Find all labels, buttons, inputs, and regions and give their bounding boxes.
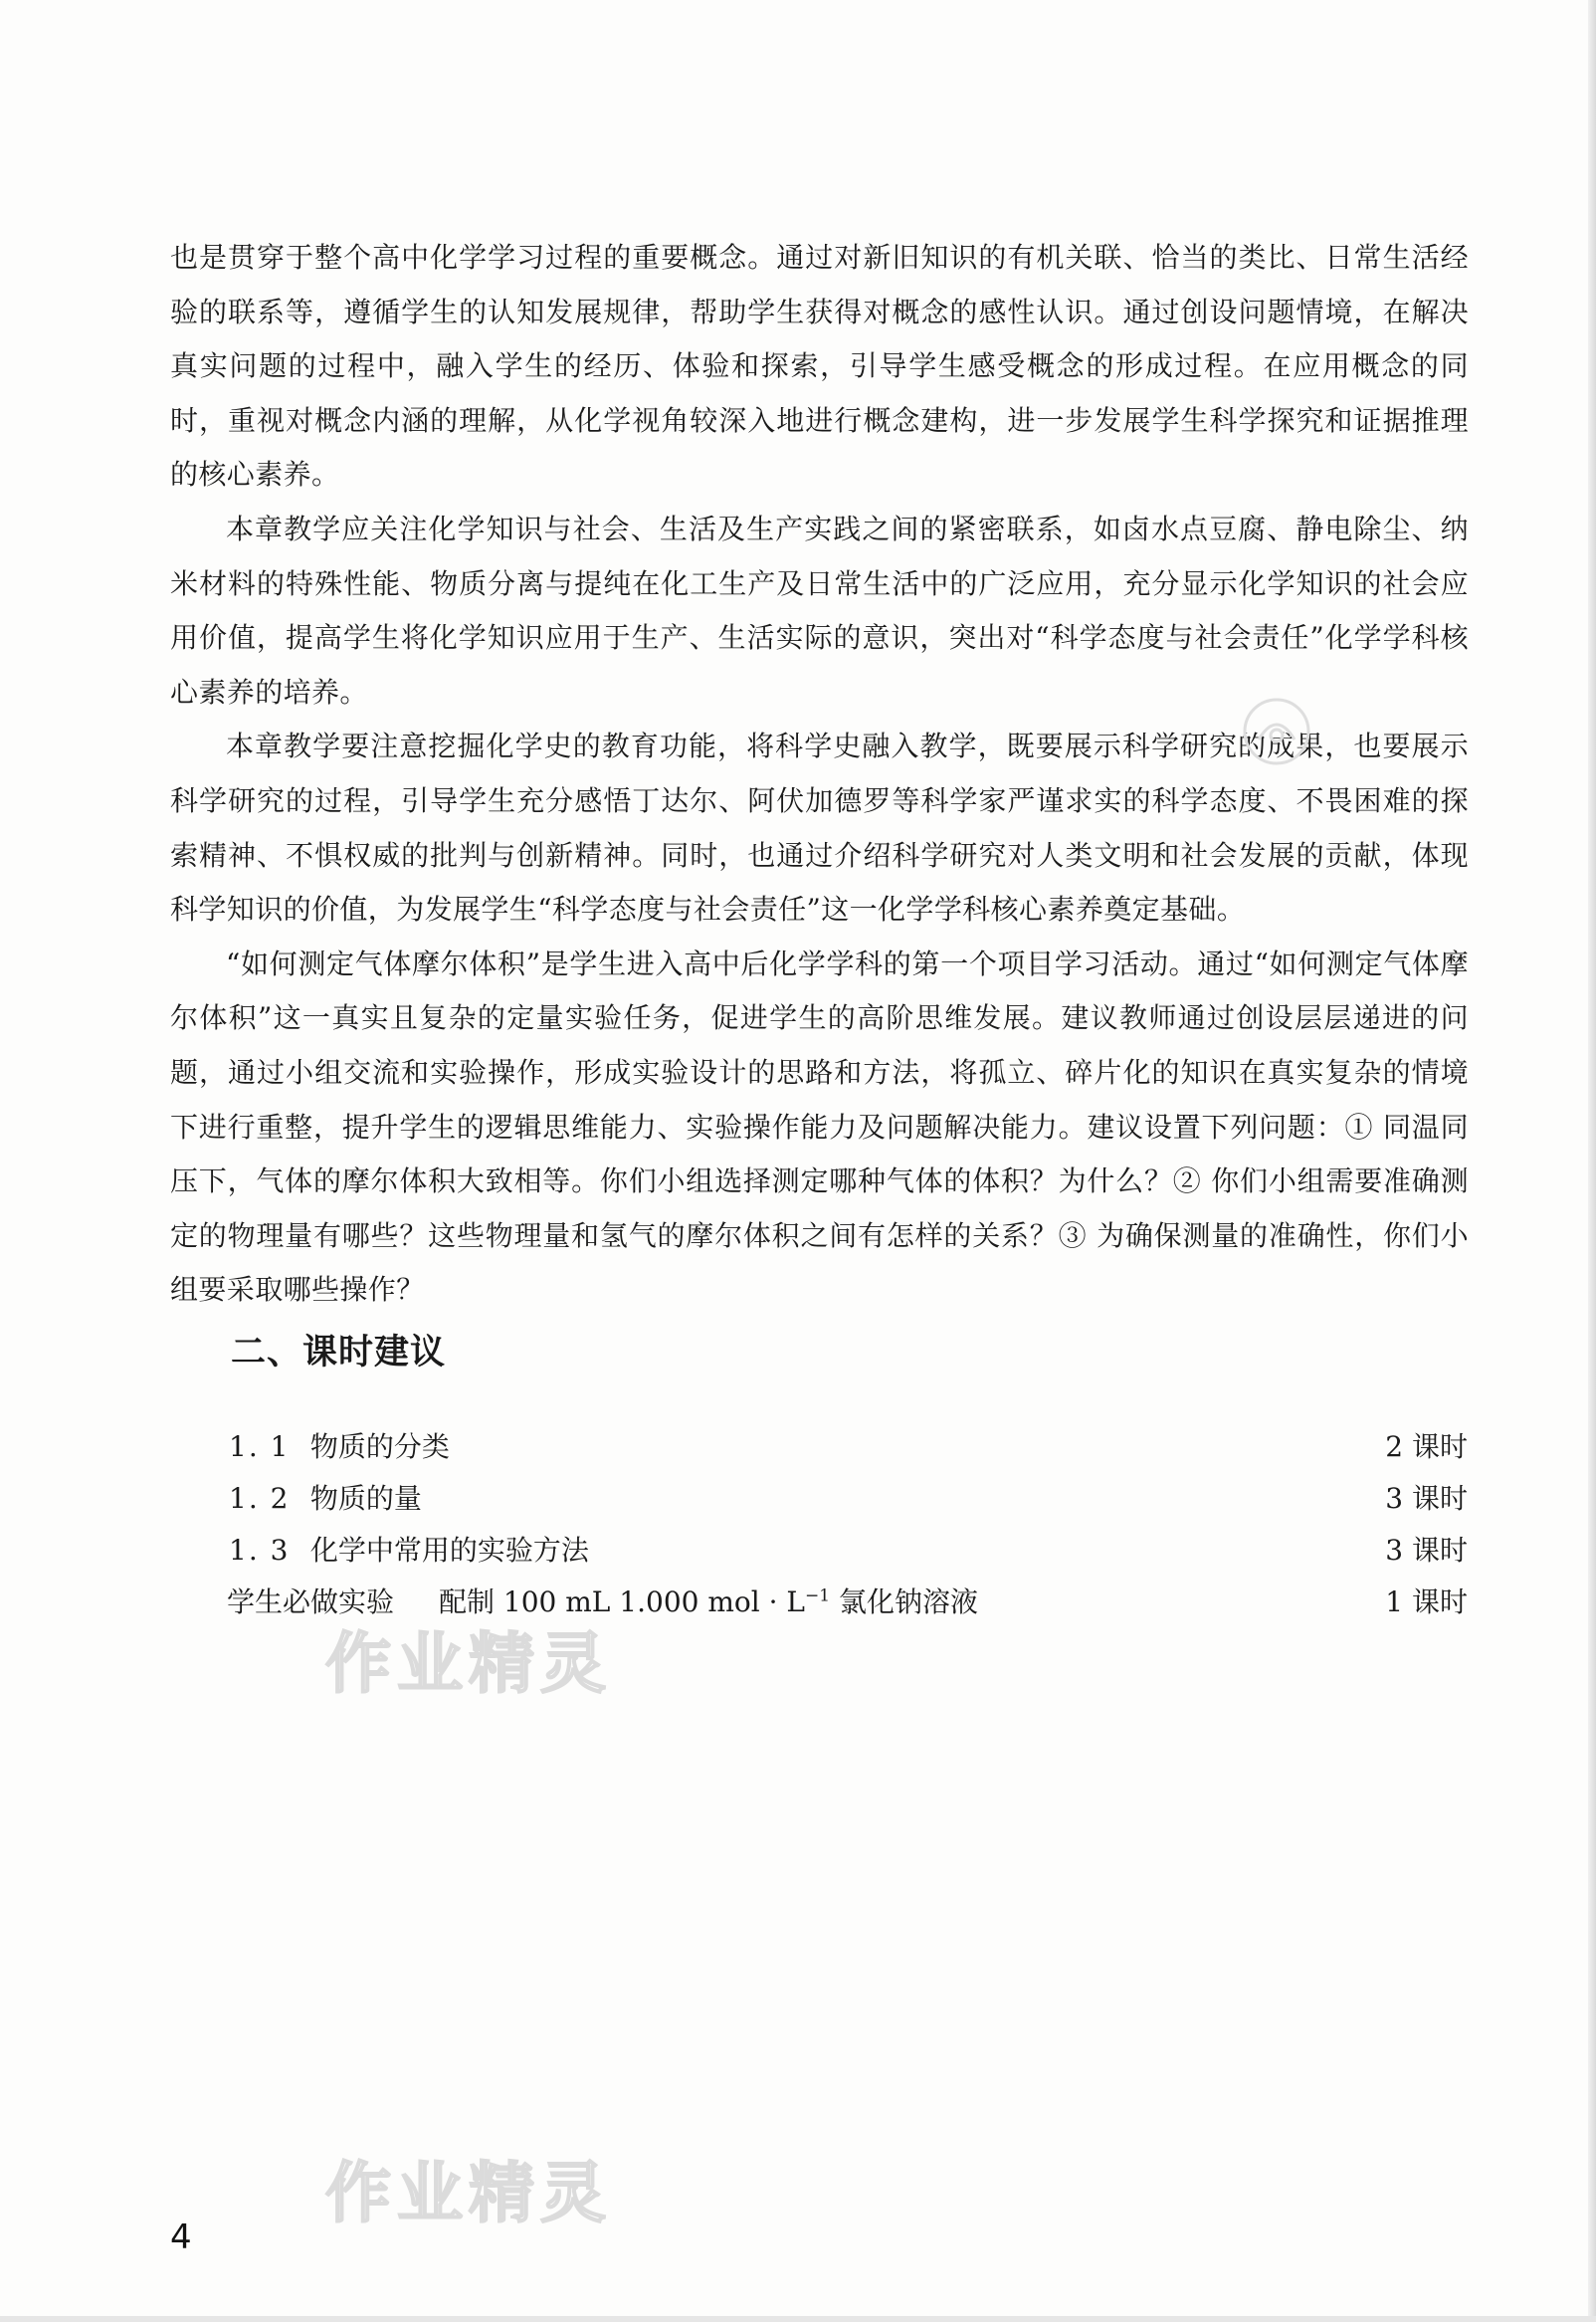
lab-label: 学生必做实验 [227,1585,395,1618]
scan-edge [1588,0,1596,2322]
lab-title-post: 氯化钠溶液 [830,1585,978,1618]
lab-title-pre: 配制 100 mL 1.000 mol · L [439,1585,806,1618]
paragraph-2: 本章教学应关注化学知识与社会、生活及生产实践之间的紧密联系，如卤水点豆腐、静电除尘、纳米材料的特殊性能、物质分离与提纯在化工生产及日常生活中的广泛应用，充分显示化学知识的社会应用价值，提高学生将化学知识应用于生产、生活实际的意识，突出对“科学态度与社会责任”化学学科核心素养的培养。 [170,512,1469,709]
schedule-item [229,1529,589,1569]
schedule-number: 1. 1 [229,1430,291,1463]
schedule-row [229,1425,1468,1477]
schedule-title: 物质的分类 [309,1430,450,1463]
schedule-hours: 2 课时 [1385,1430,1468,1463]
schedule-title: 化学中常用的实验方法 [309,1534,589,1567]
schedule-table [229,1425,1468,1632]
paragraph-3: 本章教学要注意挖掘化学史的教育功能，将科学史融入教学，既要展示科学研究的成果，也要展示科学研究的过程，引导学生充分感悟丁达尔、阿伏加德罗等科学家严谨求实的科学态度、不畏困难的探索精神、不惧权威的批判与创新精神。同时，也通过介绍科学研究对人类文明和社会发展的贡献，体现科学知识的价值，为发展学生“科学态度与社会责任”这一化学学科核心素养奠定基础。 [170,730,1469,927]
watermark: 作业精灵 [325,2155,612,2231]
lab-title-superscript: −1 [805,1585,831,1606]
schedule-hours: 3 课时 [1385,1534,1468,1567]
schedule-title: 物质的量 [309,1482,422,1515]
watermark-logo-icon [1237,692,1316,771]
schedule-item [229,1425,450,1465]
scan-edge-bottom [0,2316,1596,2322]
schedule-row [229,1529,1468,1581]
schedule-number: 1. 2 [229,1482,291,1515]
schedule-row [229,1477,1468,1529]
schedule-number: 1. 3 [229,1534,291,1567]
schedule-hours: 1 课时 [1385,1585,1468,1618]
paragraph-1: 也是贯穿于整个高中化学学习过程的重要概念。通过对新旧知识的有机关联、恰当的类比、日常生活经验的联系等，遵循学生的认知发展规律，帮助学生获得对概念的感性认识。通过创设问题情境，在解决真实问题的过程中，融入学生的经历、体验和探索，引导学生感受概念的形成过程。在应用概念的同时，重视对概念内涵的理解，从化学视角较深入地进行概念建构，进一步发展学生科学探究和证据推理的核心素养。 [170,241,1469,492]
section-heading: 二、课时建议 [231,1333,447,1372]
schedule-hours: 3 课时 [1385,1482,1468,1515]
watermark: 作业精灵 [325,1625,612,1702]
body-text [170,231,1469,1318]
paragraph-4: “如何测定气体摩尔体积”是学生进入高中后化学学科的第一个项目学习活动。通过“如何测定气体摩尔体积”这一真实且复杂的定量实验任务，促进学生的高阶思维发展。建议教师通过创设层层递进的问题，通过小组交流和实验操作，形成实验设计的思路和方法，将孤立、碎片化的知识在真实复杂的情境下进行重整，提升学生的逻辑思维能力、实验操作能力及问题解决能力。建议设置下列问题：① 同温同压下，气体的摩尔体积大致相等。你们小组选择测定哪种气体的体积？为什么？② 你们小组需要准确测定的物理量有哪些？这些物理量和氢气的摩尔体积之间有怎样的关系？③ 为确保测量的准确性，你们小组要采取哪些操作？ [170,947,1469,1307]
page-number: 4 [170,2217,192,2257]
schedule-item [229,1477,422,1517]
